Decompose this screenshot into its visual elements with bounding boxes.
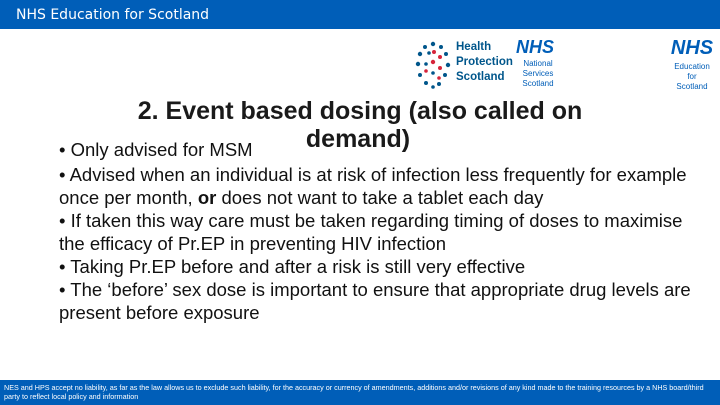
hps-wordmark: Health Protection Scotland <box>456 41 513 83</box>
bullet-msm-only: • Only advised for MSM <box>59 139 253 160</box>
nss-nhs-mark: NHS <box>516 37 555 57</box>
bullet-timing: • If taken this way care must be taken regarding timing of doses to maximise the efficacy of Pr.EP in preventing HIV infection <box>59 210 683 254</box>
nes-wordmark: Education for Scotland <box>674 62 710 91</box>
top-banner <box>0 0 720 29</box>
org-name: NHS Education for Scotland <box>16 7 210 23</box>
bullet-list <box>59 138 709 324</box>
slide-title-line2: demand) <box>305 125 411 153</box>
bullet-before-dose: • The ‘before’ sex dose is important to ensure that appropriate drug levels are present before exposure <box>59 279 691 323</box>
nss-logo <box>516 37 560 93</box>
bullet-before-after: • Taking Pr.EP before and after a risk is still very effective <box>59 256 526 277</box>
nss-wordmark: National Services Scotland <box>522 59 554 88</box>
footer-disclaimer: NES and HPS accept no liability, as far as the law allows us to exclude such liability, for the accuracy or currency of amendments, additions and/or revisions of any kind made to the training resources by a NHS board/third party to reflect local policy and information <box>4 383 704 401</box>
nes-logo <box>668 36 716 100</box>
bullet-advised-when: • Advised when an individual is at risk of infection less frequently for example once per month, or does not want to take a tablet each day <box>59 164 687 208</box>
hps-dots-icon <box>414 40 452 90</box>
bullet-or-emphasis: or <box>197 187 217 208</box>
nes-nhs-mark: NHS <box>670 37 714 59</box>
slide-title-line1: 2. Event based dosing (also called on <box>137 97 583 125</box>
footer-banner <box>0 380 720 405</box>
hps-logo <box>414 40 513 92</box>
